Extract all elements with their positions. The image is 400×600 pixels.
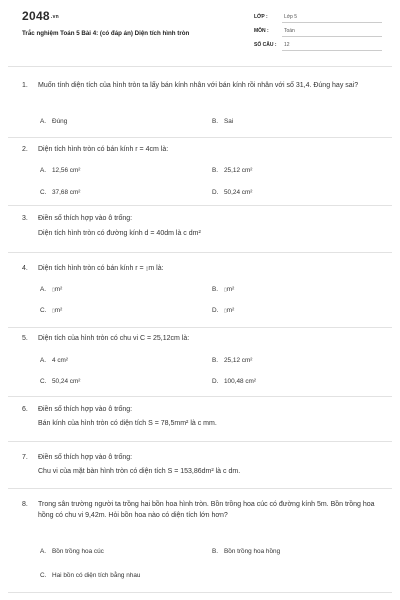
meta-grade: LỚP : Lớp 5 [254,12,382,25]
divider [8,137,392,138]
option-1a[interactable]: A. Đúng [40,118,68,125]
option-4c[interactable]: C. ▯m² [40,307,63,314]
page-title: Trắc nghiệm Toán 5 Bài 4: (có đáp án) Diện tích hình tròn [22,30,190,37]
option-2d[interactable]: D. 50,24 cm² [212,189,253,196]
fraction-glyph: ▯ [145,267,149,272]
site-logo[interactable]: 2048.vn [22,9,60,23]
option-8c[interactable]: C. Hai bồn có diện tích bằng nhau [40,572,141,579]
option-2a[interactable]: A. 12,56 cm² [40,167,81,174]
divider [8,488,392,489]
option-2c[interactable]: C. 37,68 cm² [40,189,81,196]
option-5a[interactable]: A. 4 cm² [40,357,68,364]
worksheet-page: 2048.vn Trắc nghiệm Toán 5 Bài 4: (có đáp án) Diện tích hình tròn LỚP : Lớp 5 MÔN : Toán SỐ CÂU : 12 1. Muốn tính diện tích của hình tròn ta lấy bán kính nhân với bán kính rồi nhân với số 31,4. Đúng hay sai? A. Đúng B. Sai 2. Diện tích hình tròn có bán kính r = 4cm là: A. 12,56 cm² B. 25,12 cm² C. 37,68 cm² D. 50,24 cm² 3. Điền số thích hợp vào ô trống: Diện tích hình tròn có đường kính d = 40dm là c dm² 4. Diện tích hình tròn có bán kính r = ▯m là: A. ▯m² B. ▯m² C. ▯m² D. ▯m² 5. Diện tích của hình tròn có chu vi C = 25,12cm là: A. 4 cm² B. 25,12 cm² C. 50,24 cm² D. 100,48 cm² 6. Điền số thích hợp vào ô trống: Bán kính của hình tròn có diện tích S = 78,5mm² là c mm. 7. Điền số thích hợp vào ô trống: Chu vi của mặt bàn hình tròn có diện tích S = 153,86dm² là c dm. 8. Trong sân trường người ta trồng hai bồn hoa hình tròn. Bồn trồng hoa cúc có đường kính 5m. Bồn trồng hoa hồng có chu vi 9,42m. Hỏi bồn hoa nào có diện tích lớn hơn? A. Bồn trồng hoa cúc B. Bồn trồng hoa hồng C. Hai bồn có diện tích bằng nhau [0,0,400,600]
divider [8,592,392,593]
header-divider [8,66,392,67]
option-5b[interactable]: B. 25,12 cm² [212,357,253,364]
option-5c[interactable]: C. 50,24 cm² [40,378,81,385]
worksheet-header [0,0,400,62]
divider [8,327,392,328]
divider [8,252,392,253]
option-4b[interactable]: B. ▯m² [212,286,235,293]
option-4d[interactable]: D. ▯m² [212,307,235,314]
option-8a[interactable]: A. Bồn trồng hoa cúc [40,548,104,555]
divider [8,441,392,442]
meta-question-count: SỐ CÂU : 12 [254,40,382,53]
option-1b[interactable]: B. Sai [212,118,234,125]
option-4a[interactable]: A. ▯m² [40,286,63,293]
divider [8,396,392,397]
option-8b[interactable]: B. Bồn trồng hoa hồng [212,548,281,555]
option-5d[interactable]: D. 100,48 cm² [212,378,256,385]
divider [8,205,392,206]
meta-subject: MÔN : Toán [254,26,382,39]
option-2b[interactable]: B. 25,12 cm² [212,167,253,174]
